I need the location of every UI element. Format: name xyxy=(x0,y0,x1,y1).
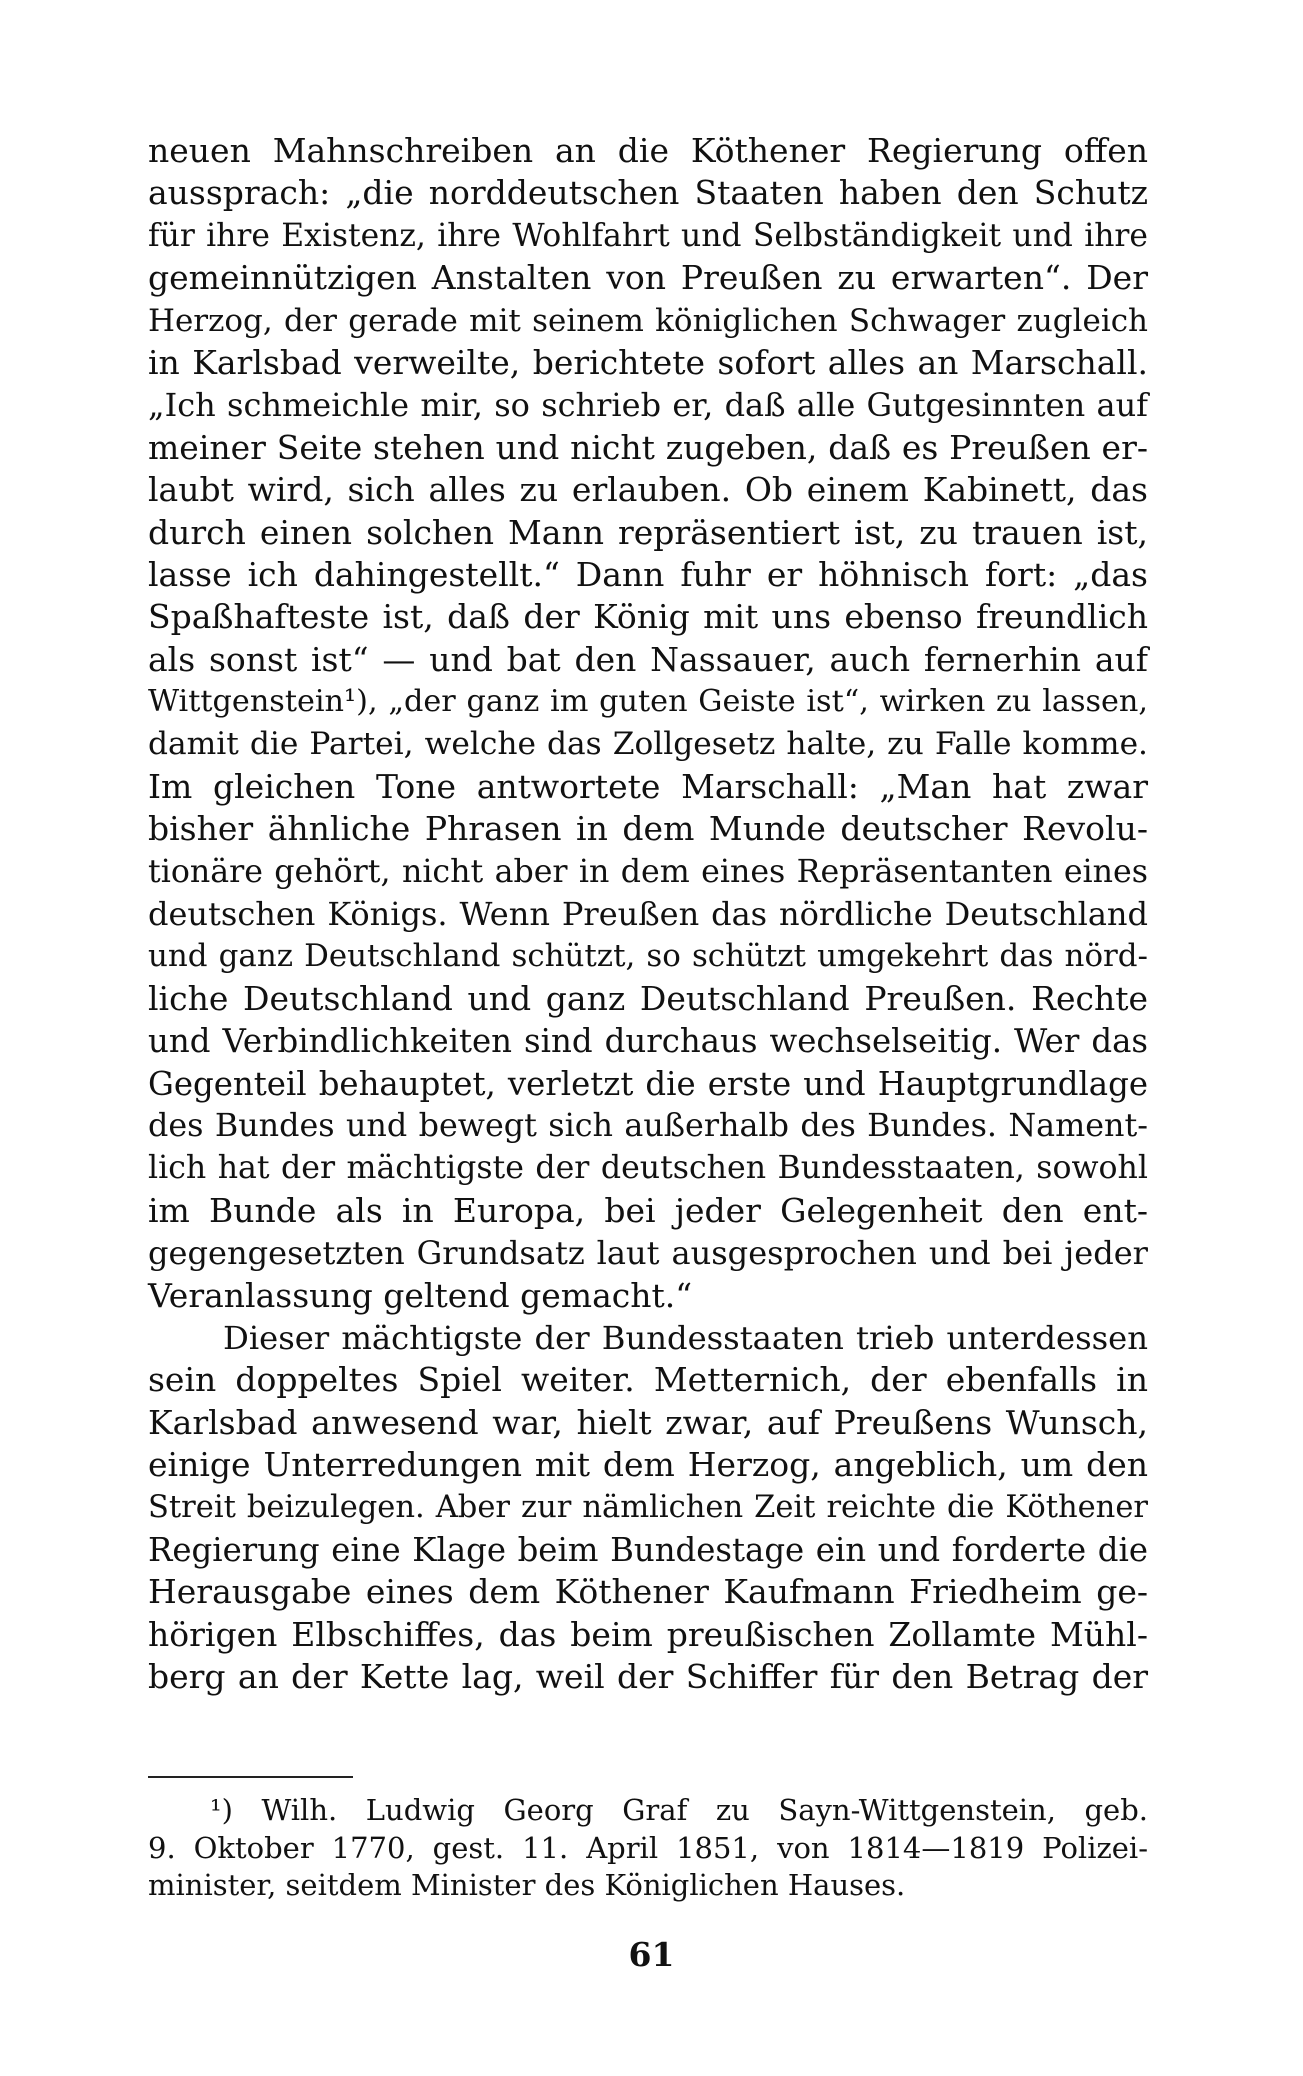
text-line: Regierung eine Klage beim Bundestage ein und forderte die xyxy=(148,1530,1148,1569)
text-line: Veranlassung geltend gemacht.“ xyxy=(148,1275,693,1315)
text-line: einige Unterredungen mit dem Herzog, angeblich, um den xyxy=(148,1445,1148,1485)
text-line: neuen Mahnschreiben an die Köthener Regierung offen xyxy=(148,131,1148,170)
text-line: sein doppeltes Spiel weiter. Metternich, der ebenfalls in xyxy=(148,1360,1148,1400)
text-line: lich hat der mächtigste der deutschen Bundesstaaten, sowohl xyxy=(148,1150,1148,1187)
footnote-divider xyxy=(148,1776,353,1778)
text-line: gegengesetzten Grundsatz laut ausgesprochen und bei jeder xyxy=(148,1234,1148,1273)
text-line: und Verbindlichkeiten sind durchaus wechselseitig. Wer das xyxy=(148,1022,1148,1061)
text-line: Karlsbad anwesend war, hielt zwar, auf Preußens Wunsch, xyxy=(148,1402,1148,1442)
text-line: durch einen solchen Mann repräsentiert ist, zu trauen ist, xyxy=(148,512,1148,552)
text-line: im Bunde als in Europa, bei jeder Gelegenheit den ent- xyxy=(148,1190,1148,1230)
text-line: lasse ich dahingestellt.“ Dann fuhr er höhnisch fort: „das xyxy=(148,554,1148,594)
text-line: hörigen Elbschiffes, das beim preußischen Zollamte Mühl- xyxy=(148,1614,1148,1654)
text-line: und ganz Deutschland schützt, so schützt umgekehrt das nörd- xyxy=(148,938,1148,975)
text-line: Spaßhafteste ist, daß der König mit uns ebenso freundlich xyxy=(148,597,1148,637)
text-line: gemeinnützigen Anstalten von Preußen zu erwarten“. Der xyxy=(148,258,1148,298)
text-line: Im gleichen Tone antwortete Marschall: „Man hat zwar xyxy=(148,766,1148,806)
text-line: liche Deutschland und ganz Deutschland Preußen. Rechte xyxy=(148,978,1148,1018)
text-line: Herzog, der gerade mit seinem königlichen Schwager zugleich xyxy=(148,302,1148,339)
text-line: des Bundes und bewegt sich außerhalb des Bundes. Nament- xyxy=(148,1107,1148,1144)
text-line: Gegenteil behauptet, verletzt die erste und Hauptgrundlage xyxy=(148,1064,1148,1103)
text-line: Streit beizulegen. Aber zur nämlichen Zeit reichte die Köthener xyxy=(148,1489,1148,1525)
text-line: meiner Seite stehen und nicht zugeben, daß es Preußen er- xyxy=(148,427,1148,467)
text-line: „Ich schmeichle mir, so schrieb er, daß alle Gutgesinnten auf xyxy=(148,386,1148,425)
text-line: bisher ähnliche Phrasen in dem Munde deutscher Revolu- xyxy=(148,809,1148,849)
text-line: aussprach: „die norddeutschen Staaten haben den Schutz xyxy=(148,173,1148,213)
text-line: als sonst ist“ — und bat den Nassauer, auch fernerhin auf xyxy=(148,639,1148,679)
footnote-line: 9. Oktober 1770, gest. 11. April 1851, von 1814—1819 Polizei- xyxy=(148,1830,1148,1865)
footnote-line: ¹) Wilh. Ludwig Georg Graf zu Sayn-Wittgenstein, geb. xyxy=(210,1793,1148,1827)
page-number: 61 xyxy=(628,1935,675,1974)
text-line: für ihre Existenz, ihre Wohlfahrt und Selbständigkeit und ihre xyxy=(148,217,1148,254)
text-line: tionäre gehört, nicht aber in dem eines Repräsentanten eines xyxy=(148,853,1148,890)
main-text xyxy=(148,130,1148,1698)
text-line: Wittgenstein¹), „der ganz im guten Geiste ist“, wirken zu lassen, xyxy=(148,684,1148,720)
footnotes xyxy=(148,1792,1148,1905)
text-line: in Karlsbad verweilte, berichtete sofort alles an Marschall. xyxy=(148,342,1148,382)
text-line: Herausgabe eines dem Köthener Kaufmann Friedheim ge- xyxy=(148,1572,1148,1612)
text-line: deutschen Königs. Wenn Preußen das nördliche Deutschland xyxy=(148,895,1148,934)
text-line: laubt wird, sich alles zu erlauben. Ob einem Kabinett, das xyxy=(148,470,1148,510)
footnote-line: minister, seitdem Minister des Königlichen Hauses. xyxy=(148,1868,906,1902)
text-line: Dieser mächtigste der Bundesstaaten trieb unterdessen xyxy=(223,1318,1148,1357)
text-line: berg an der Kette lag, weil der Schiffer für den Betrag der xyxy=(148,1657,1148,1697)
text-line: damit die Partei, welche das Zollgesetz halte, zu Falle komme. xyxy=(148,726,1148,763)
